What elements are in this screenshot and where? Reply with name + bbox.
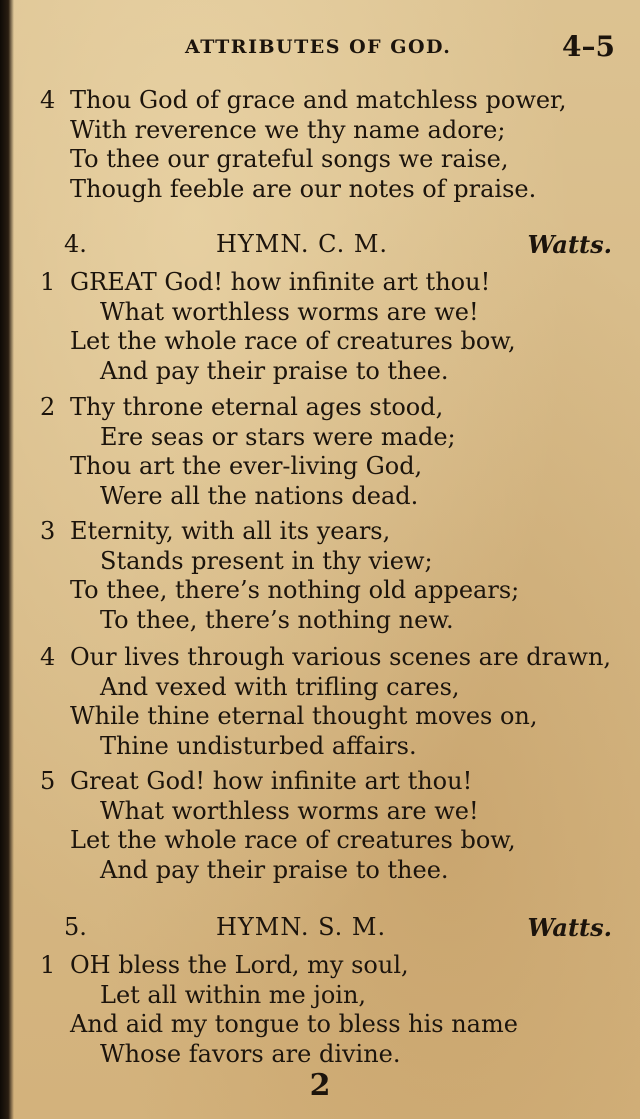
page-header: [185, 30, 615, 70]
verse-line: And vexed with trifling cares,: [100, 672, 460, 701]
stanza-number: 3: [40, 517, 56, 545]
verse-line: 1 OH bless the Lord, my soul,: [40, 951, 409, 979]
hymn-heading: [40, 230, 612, 262]
verse-line: Stands present in thy view;: [100, 546, 433, 575]
stanza: [40, 951, 620, 1069]
verse-line: Thine undisturbed affairs.: [100, 731, 417, 760]
verse-line: What worthless worms are we!: [100, 796, 479, 825]
running-head: ATTRIBUTES OF GOD.: [185, 36, 452, 58]
verse-line: With reverence we thy name adore;: [70, 115, 506, 144]
verse-line: 4 Our lives through various scenes are drawn,: [40, 643, 612, 671]
verse-line: Though feeble are our notes of praise.: [70, 174, 537, 203]
verse-line: To thee, there’s nothing new.: [100, 605, 454, 634]
stanza-number: 5: [40, 767, 56, 795]
stanza: [40, 393, 620, 511]
verse-line: 2 Thy throne eternal ages stood,: [40, 393, 444, 421]
hymn-author: Watts.: [527, 230, 612, 259]
hymn-title: HYMN. S. M.: [216, 913, 387, 941]
verse-line: 4 Thou God of grace and matchless power,: [40, 86, 567, 114]
stanza-number: 1: [40, 951, 56, 979]
stanza: [40, 643, 620, 761]
verse-line: Thou art the ever-living God,: [70, 452, 423, 480]
verse-line: Were all the nations dead.: [100, 481, 419, 510]
page-binding-edge: [0, 0, 14, 1119]
verse-line: 5 Great God! how infinite art thou!: [40, 767, 473, 795]
verse-line: Whose favors are divine.: [100, 1039, 401, 1068]
verse-line: Let the whole race of creatures bow,: [70, 826, 516, 854]
hymn-heading: [40, 913, 612, 945]
hymn-number: 4.: [64, 230, 87, 258]
verse-line: While thine eternal thought moves on,: [70, 702, 538, 730]
verse-line: And aid my tongue to bless his name: [70, 1010, 518, 1038]
verse-line: 1 GREAT God! how infinite art thou!: [40, 268, 491, 296]
stanza: [40, 268, 620, 386]
stanza-number: 2: [40, 393, 56, 421]
stanza: [40, 86, 620, 204]
stanza: [40, 767, 620, 885]
verse-line: Let all within me join,: [100, 980, 367, 1009]
folio-number: 2: [309, 1068, 331, 1103]
verse-line: 3 Eternity, with all its years,: [40, 517, 391, 545]
verse-line: Ere seas or stars were made;: [100, 422, 456, 451]
stanza: [40, 517, 620, 635]
verse-line: What worthless worms are we!: [100, 297, 479, 326]
verse-line: And pay their praise to thee.: [100, 356, 449, 385]
verse-line: To thee our grateful songs we raise,: [70, 145, 509, 173]
stanza-number: 4: [40, 86, 56, 114]
hymn-number: 5.: [64, 913, 87, 941]
verse-line: Let the whole race of creatures bow,: [70, 327, 516, 355]
hymn-title: HYMN. C. M.: [216, 230, 389, 258]
hymn-range: 4–5: [562, 30, 615, 63]
stanza-number: 4: [40, 643, 56, 671]
verse-line: And pay their praise to thee.: [100, 855, 449, 884]
stanza-number: 1: [40, 268, 56, 296]
verse-line: To thee, there’s nothing old appears;: [70, 576, 520, 604]
hymn-author: Watts.: [527, 913, 612, 942]
